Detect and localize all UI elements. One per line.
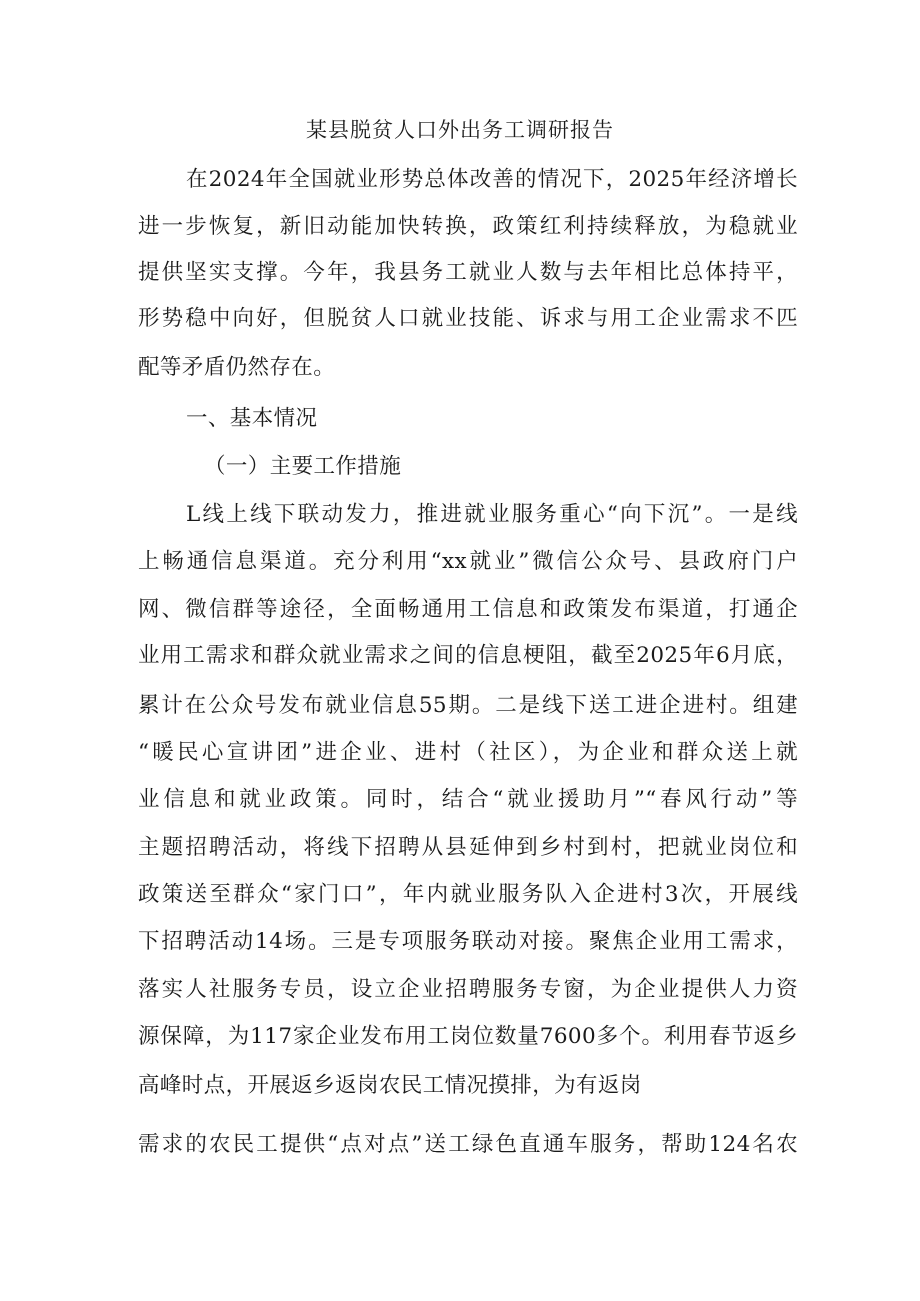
body-line: 业信息和就业政策。同时，结合“就业援助月”“春风行动”等 [138,787,798,812]
subsection-heading: （一）主要工作措施 [204,454,402,479]
body-line: 需求的农民工提供“点对点”送工绿色直通车服务，帮助124名农 [138,1132,798,1157]
body-line: 下招聘活动14场。三是专项服务联动对接。聚焦企业用工需求， [138,929,798,954]
body-line: 形势稳中向好，但脱贫人口就业技能、诉求与用工企业需求不匹 [138,306,798,331]
body-line: 配等矛盾仍然存在。 [138,355,336,380]
body-line: 提供坚实支撑。今年，我县务工就业人数与去年相比总体持平， [138,260,798,285]
body-line: 主题招聘活动，将线下招聘从县延伸到乡村到村，把就业岗位和 [138,835,798,860]
body-line: 源保障，为117家企业发布用工岗位数量7600多个。利用春节返乡 [138,1024,798,1049]
body-line: 高峰时点，开展返乡返岗农民工情况摸排，为有返岗 [138,1073,642,1098]
body-line: L线上线下联动发力，推进就业服务重心“向下沉”。一是线 [186,502,798,527]
body-line: 在2024年全国就业形势总体改善的情况下，2025年经济增长 [186,167,798,192]
document-title: 某县脱贫人口外出务工调研报告 [306,118,614,142]
body-line: 业用工需求和群众就业需求之间的信息梗阻，截至2025年6月底， [138,643,798,668]
section-heading: 一、基本情况 [186,406,318,431]
body-line: 网、微信群等途径，全面畅通用工信息和政策发布渠道，打通企 [138,597,798,622]
body-line: 上畅通信息渠道。充分利用“xx就业”微信公众号、县政府门户 [138,549,798,574]
body-line: 落实人社服务专员，设立企业招聘服务专窗，为企业提供人力资 [138,977,798,1002]
body-line: 进一步恢复，新旧动能加快转换，政策红利持续释放，为稳就业 [138,214,798,239]
body-line: “暖民心宣讲团”进企业、进村（社区），为企业和群众送上就 [138,740,798,765]
body-line: 政策送至群众“家门口”，年内就业服务队入企进村3次，开展线 [138,882,798,907]
body-line: 累计在公众号发布就业信息55期。二是线下送工进企进村。组建 [138,693,798,718]
